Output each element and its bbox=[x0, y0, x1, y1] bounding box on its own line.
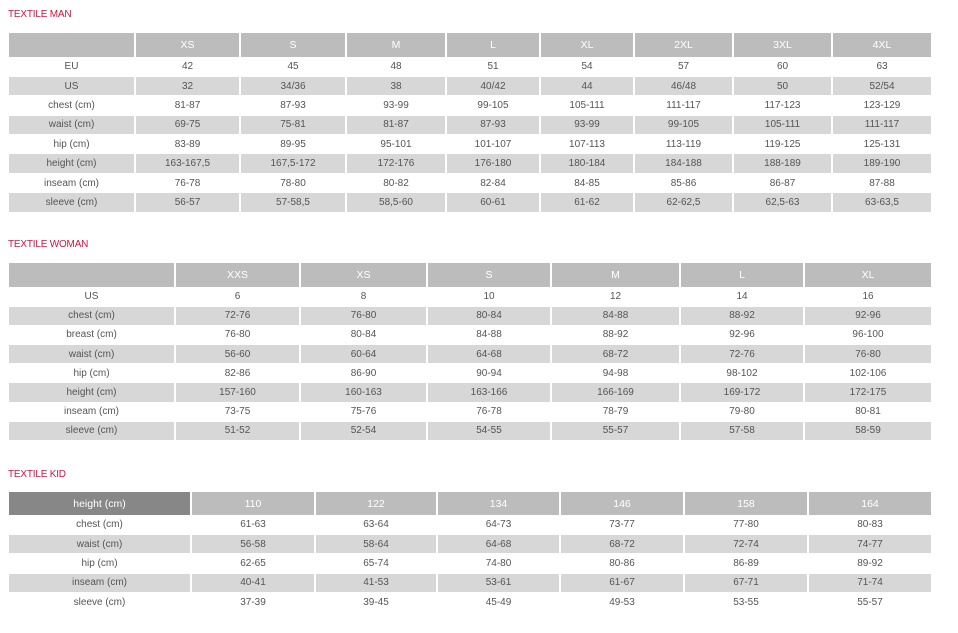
table-cell: 105-111 bbox=[733, 115, 832, 134]
row-label: sleeve (cm) bbox=[9, 421, 175, 440]
table-cell: 98-102 bbox=[680, 364, 804, 383]
table-cell: 73-75 bbox=[175, 402, 300, 421]
table-cell: 37-39 bbox=[191, 593, 315, 612]
row-label: waist (cm) bbox=[9, 534, 191, 553]
textile-woman-title: TEXTILE WOMAN bbox=[8, 239, 89, 250]
table-cell: 46/48 bbox=[634, 76, 733, 95]
table-cell: 60-64 bbox=[300, 345, 427, 364]
table-cell: 65-74 bbox=[315, 554, 437, 573]
size-header: 158 bbox=[684, 492, 808, 515]
table-cell: 107-113 bbox=[540, 135, 634, 154]
table-row bbox=[9, 76, 931, 95]
table-cell: 113-119 bbox=[634, 135, 733, 154]
row-label: waist (cm) bbox=[9, 115, 135, 134]
table-cell: 76-80 bbox=[300, 306, 427, 325]
table-cell: 85-86 bbox=[634, 173, 733, 192]
table-cell: 58-59 bbox=[804, 421, 931, 440]
table-cell: 86-90 bbox=[300, 364, 427, 383]
header-row bbox=[9, 492, 931, 515]
table-cell: 88-92 bbox=[680, 306, 804, 325]
table-row bbox=[9, 135, 931, 154]
table-cell: 92-96 bbox=[680, 325, 804, 344]
table-cell: 63-63,5 bbox=[832, 193, 931, 212]
table-row bbox=[9, 173, 931, 192]
table-cell: 72-74 bbox=[684, 534, 808, 553]
table-row bbox=[9, 325, 931, 344]
corner-header bbox=[9, 33, 135, 57]
table-row bbox=[9, 534, 931, 553]
table-cell: 62-65 bbox=[191, 554, 315, 573]
table-cell: 61-67 bbox=[560, 573, 684, 592]
table-cell: 44 bbox=[540, 76, 634, 95]
textile-man-title: TEXTILE MAN bbox=[8, 9, 72, 20]
table-row bbox=[9, 515, 931, 534]
table-cell: 84-85 bbox=[540, 173, 634, 192]
size-header: M bbox=[346, 33, 446, 57]
table-cell: 80-83 bbox=[808, 515, 931, 534]
table-cell: 32 bbox=[135, 76, 240, 95]
table-cell: 123-129 bbox=[832, 96, 931, 115]
row-label: chest (cm) bbox=[9, 306, 175, 325]
size-header: 110 bbox=[191, 492, 315, 515]
table-cell: 68-72 bbox=[560, 534, 684, 553]
table-cell: 163-167,5 bbox=[135, 154, 240, 173]
table-cell: 101-107 bbox=[446, 135, 540, 154]
table-cell: 75-81 bbox=[240, 115, 346, 134]
table-cell: 61-63 bbox=[191, 515, 315, 534]
table-cell: 56-58 bbox=[191, 534, 315, 553]
table-cell: 54-55 bbox=[427, 421, 551, 440]
table-cell: 83-89 bbox=[135, 135, 240, 154]
table-cell: 169-172 bbox=[680, 383, 804, 402]
table-row bbox=[9, 154, 931, 173]
table-cell: 55-57 bbox=[551, 421, 680, 440]
table-cell: 82-84 bbox=[446, 173, 540, 192]
size-header: M bbox=[551, 263, 680, 287]
table-cell: 34/36 bbox=[240, 76, 346, 95]
table-row bbox=[9, 421, 931, 440]
table-cell: 84-88 bbox=[551, 306, 680, 325]
table-cell: 50 bbox=[733, 76, 832, 95]
table-cell: 72-76 bbox=[175, 306, 300, 325]
table-cell: 78-79 bbox=[551, 402, 680, 421]
size-header: XXS bbox=[175, 263, 300, 287]
size-header: S bbox=[427, 263, 551, 287]
row-label: hip (cm) bbox=[53, 138, 90, 150]
table-cell: 87-88 bbox=[832, 173, 931, 192]
table-cell: 86-89 bbox=[684, 554, 808, 573]
table-cell: 172-175 bbox=[804, 383, 931, 402]
row-label: US bbox=[84, 290, 99, 302]
table-cell: 81-87 bbox=[135, 96, 240, 115]
row-label: hip (cm) bbox=[73, 367, 110, 379]
table-cell: 88-92 bbox=[551, 325, 680, 344]
row-label: inseam (cm) bbox=[63, 406, 119, 418]
table-cell: 90-94 bbox=[427, 364, 551, 383]
header-row bbox=[9, 263, 931, 287]
textile-man-table bbox=[9, 33, 931, 213]
table-row bbox=[9, 57, 931, 76]
row-label: chest (cm) bbox=[48, 99, 95, 111]
table-cell: 86-87 bbox=[733, 173, 832, 192]
table-cell: 76-80 bbox=[804, 345, 931, 364]
table-cell: 54 bbox=[540, 57, 634, 76]
table-cell: 96-100 bbox=[804, 325, 931, 344]
table-cell: 62,5-63 bbox=[733, 193, 832, 212]
row-label: US bbox=[9, 76, 135, 95]
table-cell: 99-105 bbox=[634, 115, 733, 134]
table-cell: 188-189 bbox=[733, 154, 832, 173]
textile-kid-table bbox=[9, 492, 931, 612]
table-cell: 52-54 bbox=[300, 421, 427, 440]
table-cell: 14 bbox=[680, 287, 804, 306]
table-cell: 38 bbox=[346, 76, 446, 95]
table-row bbox=[9, 364, 931, 383]
table-cell: 117-123 bbox=[733, 96, 832, 115]
size-header: L bbox=[446, 33, 540, 57]
table-cell: 78-80 bbox=[240, 173, 346, 192]
table-cell: 172-176 bbox=[346, 154, 446, 173]
row-label: hip (cm) bbox=[81, 557, 118, 569]
table-cell: 184-188 bbox=[634, 154, 733, 173]
table-cell: 53-61 bbox=[437, 573, 560, 592]
table-cell: 12 bbox=[551, 287, 680, 306]
row-label: height (cm) bbox=[9, 154, 135, 173]
size-header: 122 bbox=[315, 492, 437, 515]
table-cell: 55-57 bbox=[808, 593, 931, 612]
row-label: EU bbox=[64, 60, 79, 72]
size-header: L bbox=[680, 263, 804, 287]
table-cell: 58-64 bbox=[315, 534, 437, 553]
table-cell: 75-76 bbox=[300, 402, 427, 421]
size-header: 2XL bbox=[634, 33, 733, 57]
table-cell: 60-61 bbox=[446, 193, 540, 212]
row-label: breast (cm) bbox=[66, 329, 117, 341]
corner-header: height (cm) bbox=[9, 492, 191, 515]
table-cell: 94-98 bbox=[551, 364, 680, 383]
table-cell: 42 bbox=[135, 57, 240, 76]
table-cell: 64-68 bbox=[437, 534, 560, 553]
table-cell: 80-82 bbox=[346, 173, 446, 192]
table-cell: 57-58 bbox=[680, 421, 804, 440]
table-cell: 82-86 bbox=[175, 364, 300, 383]
table-row bbox=[9, 573, 931, 592]
table-row bbox=[9, 383, 931, 402]
table-cell: 167,5-172 bbox=[240, 154, 346, 173]
size-header: 4XL bbox=[832, 33, 931, 57]
table-cell: 6 bbox=[175, 287, 300, 306]
size-header: 134 bbox=[437, 492, 560, 515]
table-cell: 180-184 bbox=[540, 154, 634, 173]
size-header: 164 bbox=[808, 492, 931, 515]
table-cell: 57-58,5 bbox=[240, 193, 346, 212]
table-cell: 63 bbox=[832, 57, 931, 76]
table-cell: 176-180 bbox=[446, 154, 540, 173]
table-cell: 105-111 bbox=[540, 96, 634, 115]
table-row bbox=[9, 287, 931, 306]
table-cell: 48 bbox=[346, 57, 446, 76]
table-row bbox=[9, 115, 931, 134]
size-header: XL bbox=[804, 263, 931, 287]
table-cell: 76-78 bbox=[427, 402, 551, 421]
table-cell: 58,5-60 bbox=[346, 193, 446, 212]
table-cell: 67-71 bbox=[684, 573, 808, 592]
table-cell: 52/54 bbox=[832, 76, 931, 95]
table-cell: 73-77 bbox=[560, 515, 684, 534]
table-cell: 84-88 bbox=[427, 325, 551, 344]
table-row bbox=[9, 345, 931, 364]
table-cell: 81-87 bbox=[346, 115, 446, 134]
table-cell: 63-64 bbox=[315, 515, 437, 534]
table-cell: 157-160 bbox=[175, 383, 300, 402]
table-cell: 56-60 bbox=[175, 345, 300, 364]
table-cell: 62-62,5 bbox=[634, 193, 733, 212]
table-cell: 80-84 bbox=[427, 306, 551, 325]
header-row bbox=[9, 33, 931, 57]
table-cell: 57 bbox=[634, 57, 733, 76]
table-cell: 76-80 bbox=[175, 325, 300, 344]
table-cell: 102-106 bbox=[804, 364, 931, 383]
table-cell: 77-80 bbox=[684, 515, 808, 534]
table-cell: 10 bbox=[427, 287, 551, 306]
row-label: sleeve (cm) bbox=[9, 193, 135, 212]
table-row bbox=[9, 306, 931, 325]
table-cell: 64-68 bbox=[427, 345, 551, 364]
table-cell: 89-95 bbox=[240, 135, 346, 154]
table-cell: 60 bbox=[733, 57, 832, 76]
table-cell: 68-72 bbox=[551, 345, 680, 364]
table-row bbox=[9, 402, 931, 421]
table-cell: 16 bbox=[804, 287, 931, 306]
row-label: height (cm) bbox=[9, 383, 175, 402]
table-cell: 40-41 bbox=[191, 573, 315, 592]
table-cell: 51 bbox=[446, 57, 540, 76]
table-cell: 92-96 bbox=[804, 306, 931, 325]
table-row bbox=[9, 554, 931, 573]
table-cell: 119-125 bbox=[733, 135, 832, 154]
table-cell: 95-101 bbox=[346, 135, 446, 154]
table-cell: 189-190 bbox=[832, 154, 931, 173]
textile-woman-table bbox=[9, 263, 931, 441]
size-header: XS bbox=[135, 33, 240, 57]
table-cell: 99-105 bbox=[446, 96, 540, 115]
table-cell: 64-73 bbox=[437, 515, 560, 534]
row-label: sleeve (cm) bbox=[73, 597, 126, 608]
table-cell: 87-93 bbox=[446, 115, 540, 134]
table-cell: 8 bbox=[300, 287, 427, 306]
size-header: 146 bbox=[560, 492, 684, 515]
table-cell: 72-76 bbox=[680, 345, 804, 364]
table-cell: 93-99 bbox=[540, 115, 634, 134]
table-cell: 166-169 bbox=[551, 383, 680, 402]
row-label: chest (cm) bbox=[76, 518, 123, 530]
table-cell: 40/42 bbox=[446, 76, 540, 95]
table-cell: 71-74 bbox=[808, 573, 931, 592]
table-cell: 160-163 bbox=[300, 383, 427, 402]
table-cell: 53-55 bbox=[684, 593, 808, 612]
row-label: inseam (cm) bbox=[9, 573, 191, 592]
table-cell: 39-45 bbox=[315, 593, 437, 612]
table-cell: 76-78 bbox=[135, 173, 240, 192]
corner-header bbox=[9, 263, 175, 287]
table-cell: 87-93 bbox=[240, 96, 346, 115]
table-cell: 79-80 bbox=[680, 402, 804, 421]
table-cell: 45-49 bbox=[437, 593, 560, 612]
table-cell: 80-84 bbox=[300, 325, 427, 344]
table-row bbox=[9, 96, 931, 115]
table-cell: 163-166 bbox=[427, 383, 551, 402]
row-label: inseam (cm) bbox=[43, 177, 99, 189]
table-cell: 80-81 bbox=[804, 402, 931, 421]
table-cell: 61-62 bbox=[540, 193, 634, 212]
table-cell: 74-77 bbox=[808, 534, 931, 553]
table-cell: 89-92 bbox=[808, 554, 931, 573]
table-cell: 74-80 bbox=[437, 554, 560, 573]
size-header: S bbox=[240, 33, 346, 57]
table-cell: 51-52 bbox=[175, 421, 300, 440]
size-header: XS bbox=[300, 263, 427, 287]
size-header: 3XL bbox=[733, 33, 832, 57]
table-cell: 41-53 bbox=[315, 573, 437, 592]
table-cell: 125-131 bbox=[832, 135, 931, 154]
table-cell: 45 bbox=[240, 57, 346, 76]
table-row bbox=[9, 593, 931, 612]
table-cell: 111-117 bbox=[634, 96, 733, 115]
textile-kid-title: TEXTILE KID bbox=[8, 469, 66, 480]
table-cell: 49-53 bbox=[560, 593, 684, 612]
table-cell: 69-75 bbox=[135, 115, 240, 134]
size-header: XL bbox=[540, 33, 634, 57]
table-cell: 80-86 bbox=[560, 554, 684, 573]
table-cell: 93-99 bbox=[346, 96, 446, 115]
row-label: waist (cm) bbox=[9, 345, 175, 364]
table-cell: 56-57 bbox=[135, 193, 240, 212]
table-row bbox=[9, 193, 931, 212]
table-cell: 111-117 bbox=[832, 115, 931, 134]
